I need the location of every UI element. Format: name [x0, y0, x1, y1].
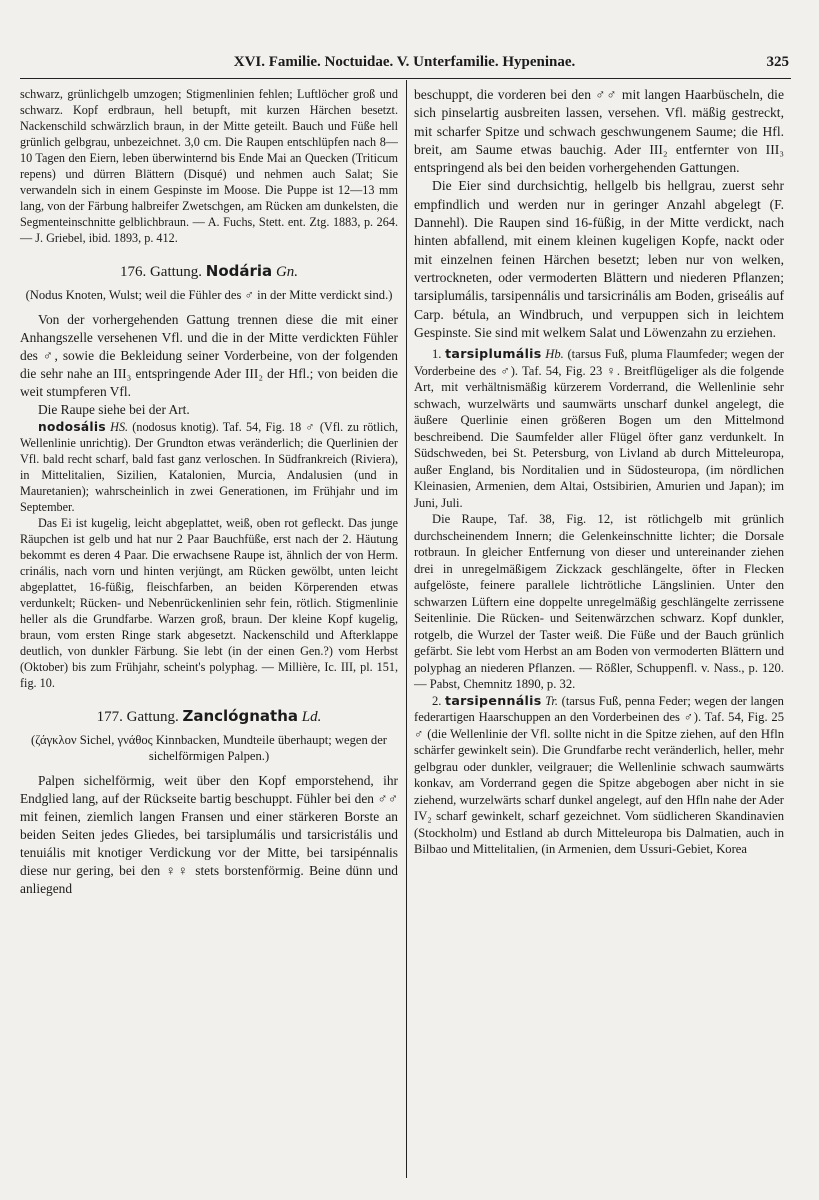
- genus-176-number: 176. Gattung.: [119, 264, 203, 280]
- genus-176-heading: [20, 262, 398, 281]
- genus-177-name: Zanclógnatha: [182, 707, 298, 725]
- species-2-name: tarsipennális: [445, 692, 542, 708]
- species-2-text: (tarsus Fuß, penna Feder; wegen der langen federartigen Haarschuppen an den Vorderbeinen des ♂). Taf. 54, Fig. 25 ♂ (die Wellenlinie der Vfl. sollte nicht in die Spitze ziehen, auf den Hfln schärfer gewinkelt sein). Die Grundfarbe recht veränderlich, heller, mehr gelbgrau oder dunkler, veilgrauer; die Wellenlinie schwach saumwärts konkav, am Vorderrand gegen die Spitze abgebogen aber nicht in sie ziehend, wurzelwärts scharf dunkel angelegt, auf den Hfln nahe der Ader IV₂ scharf gewinkelt, scharf gezeichnet. Vom südlicheren Skandinavien (Stockholm) und Estland ab durch Mitteleuropa bis Dalmatien, auch in Bilbao und Mittelitalien, (in Armenien, dem Ussuri-Gebiet, Korea: [414, 693, 784, 857]
- header-title: XVI. Familie. Noctuidae. V. Unterfamilie. Hypeninae.: [233, 54, 576, 70]
- genus-177-etymology: (ζάγκλον Sichel, γνάθος Kinnbacken, Mundteile überhaupt; wegen der sichelförmigen Palpen.): [31, 733, 387, 763]
- species-2-number: 2.: [432, 693, 442, 708]
- header-rule: [20, 78, 791, 79]
- species-1-text: (tarsus Fuß, pluma Flaumfeder; wegen der Vorderbeine des ♂). Taf. 54, Fig. 23 ♀. Breitflügeliger als die folgende Art, mit verhältnismäßig kürzerem Vorderrand, die Wellenlinie sehr schwach, wurzelwärts und saumwärts unscharf dunkel angelegt, die äußere Querlinie einen größeren Bogen um den Mittelmond beschreibend. Die Saumfelder aller Flügel öfter ganz verdunkelt. In Südschweden, bei St. Petersburg, von Livland ab durch Mitteleuropa, außer England, bis Norditalien und in Südosteuropa, (im nördlichen Kleinasien, Armenien, dem Altai, Ostsibirien, Amurien und Japan); im Juni, Juli.: [414, 347, 784, 510]
- species-2-author: Tr.: [545, 693, 559, 708]
- genus-177-heading: [20, 707, 398, 726]
- species-1-author: Hb.: [545, 347, 564, 362]
- genus-176-etymology: (Nodus Knoten, Wulst; weil die Fühler des ♂ in der Mitte verdickt sind.): [25, 288, 393, 302]
- eggs-raupen-paragraph: Die Eier sind durchsichtig, hellgelb bis hellgrau, zuerst sehr empfindlich und werden nur in geringer Anzahl abgelegt (F. Dannehl). Die Raupen sind 16-füßig, in der Mitte verdickt, nach hinten abfallend, mit einem kleinen kugeligen Kopfe, nackt oder mit einzelnen feinen Härchen besetzt; leben nur von welken, vertrockneten, oder vermoderten Blättern und niederen Pflanzen; tarsiplumális, tarsipennális und tarsicrinális am Boden, griseális auf Carp. bétula, an Windbruch, und verpuppen sich in leichtem Gespinste. Sie sind mit welkem Salat und Löwenzahn zu erziehen.: [414, 178, 784, 340]
- genus-177-continuation: beschuppt, die vorderen bei den ♂♂ mit langen Haarbüscheln, die sich pinselartig ausbreiten lassen, versehen. Vfl. mäßig gestreckt, mit scharfer Spitze und schwach geschwungenem Saume; die Hfl. breit, am Saume etwas bauchig. Ader III₂ entfernter von III₃ entspringend als bei den beiden vorhergehenden Gattungen.: [414, 87, 784, 176]
- species-1-name: tarsiplumális: [445, 346, 542, 362]
- genus-176-author: Gn.: [275, 264, 299, 280]
- species-tarsipennalis: [414, 693, 784, 858]
- tarsiplumalis-raupe: Die Raupe, Taf. 38, Fig. 12, ist rötlichgelb mit grünlich durchscheinendem Innern; die Gelenkeinschnitte lichter; die Dorsale rotbraun. In gleicher Entfernung von dieser und untereinander ziehen drei in unregelmäßigem Zickzack geschlängelte, öfter in Flecken aufgelöste, feinere parallele lichtrötliche Längslinien. Unter den schwarzen Lüftern eine doppelte unregelmäßig geschlängelte zerrissene Seitenlinie. Die Rücken- und Seitenwärzchen schwarz. Kopf dunkler, rotgelb, die Wurzel der Taster weiß. Die Füße und der Bauch grünlich gefärbt. Sie lebt vom Herbst an am Boden von vermoderten Blättern und polyphag an niederen Pflanzen. — Rößler, Schuppenfl. v. Nass., p. 120. — Pabst, Chemnitz 1890, p. 32.: [414, 512, 784, 692]
- genus-176-raupe-note: Die Raupe siehe bei der Art.: [38, 402, 190, 417]
- left-column: [20, 86, 398, 898]
- genus-177-description: Palpen sichelförmig, weit über den Kopf emporstehend, ihr Endglied lang, auf der Rückseite bartig beschuppt. Fühler bei den ♂♂ mit feinen, ziemlich langen Fransen und einer stärkeren Borste an beiden Seiten jedes Gliedes, bei tarsiplumális und tarsicristális und tenuiális mit knotiger Verdickung vor der Mitte, bei tarsipénnalis diese nur gering, bei den ♀♀ stets borstenförmig. Beine dünn und anliegend: [20, 773, 398, 896]
- species-1-number: 1.: [432, 347, 442, 362]
- species-nodosalis-text: (nodosus knotig). Taf. 54, Fig. 18 ♂ (Vfl. zu rötlich, Wellenlinie unrichtig). Der Grundton etwas veränderlich; die Querlinien der Vfl. bald recht scharf, bald fast ganz verloschen. In Südfrankreich (Riviera), in Mittelitalien, Sizilien, Katalonien, Murcia, Andalusien (und in Mauretanien); wahrscheinlich in zwei Generationen, im Frühjahr und im September.: [20, 420, 398, 514]
- species-tarsiplumalis: [414, 346, 784, 511]
- genus-176-name: Nodária: [205, 262, 273, 280]
- species-nodosalis: [20, 419, 398, 515]
- intro-paragraph: schwarz, grünlichgelb umzogen; Stigmenlinien fehlen; Luftlöcher groß und schwarz. Kopf erdbraun, hell betupft, mit kurzen Härchen besetzt. Nackenschild schwärzlich braun, in der Mitte geteilt. Bauch und Füße hell grünlich gelbgrau, unbezeichnet. 3,0 cm. Die Raupen entschlüpfen nach 8—10 Tagen den Eiern, leben überwinternd bis Ende Mai an Quecken (Triticum repens) und dürren Blättern (Disqué) und nehmen auch Salat; Sie verwandeln sich in einem Gespinste im Moose. Die Puppe ist 12—13 mm lang, von der Färbung halbreifer Zwetschgen, am Rücken am dunkelsten, die Segmenteinschnitte gelblichbraun. — A. Fuchs, Stett. ent. Ztg. 1883, p. 264. — J. Griebel, ibid. 1893, p. 412.: [20, 87, 398, 245]
- page-number: 325: [766, 54, 789, 70]
- nodosalis-egg-paragraph: Das Ei ist kugelig, leicht abgeplattet, weiß, oben rot gefleckt. Das junge Räupchen ist gelb und hat nur 2 Paar Bauchfüße, erst nach der 2. Häutung bekommt es deren 4 Paar. Die erwachsene Raupe ist, ähnlich der von Herm. crinális, nach vorn und hinten verjüngt, am Rücken gewölbt, unten leicht abgeplattet, 16-füßig, fleischfarben, an beiden Körperenden etwas verdunkelt; Rücken- und Nebenrückenlinien sehr fein, rötlich. Stigmenlinie heller als die Grundfarbe. Warzen groß, braun. Der kleine Kopf kugelig, braun, vom ersten Ringe stark abgesetzt. Nackenschild und Afterklappe deutlich, von dunkler Färbung. Sie lebt (in der einen Gen.?) vom Herbst (Oktober) bis zum Frühjahr, scheint's polyphag. — Millière, Ic. III, pl. 151, fig. 10.: [20, 516, 398, 690]
- genus-177-author: Ld.: [301, 709, 322, 725]
- column-divider: [406, 80, 407, 1178]
- running-header: [20, 54, 789, 76]
- genus-177-number: 177. Gattung.: [96, 709, 179, 725]
- right-column: [414, 86, 784, 858]
- species-nodosalis-author: HS.: [110, 420, 129, 434]
- genus-176-description: Von der vorhergehenden Gattung trennen diese die mit einer Anhangszelle versehenen Vfl. und die in der Mitte verdickten Fühler des ♂, sowie die Bekleidung seiner Vorderbeine, von der folgenden die sehr nahe an III₃ entspringende Ader III₂ der Hfl.; von beiden die weit stumpferen Vfl.: [20, 312, 398, 399]
- species-nodosalis-name: nodosális: [38, 420, 106, 434]
